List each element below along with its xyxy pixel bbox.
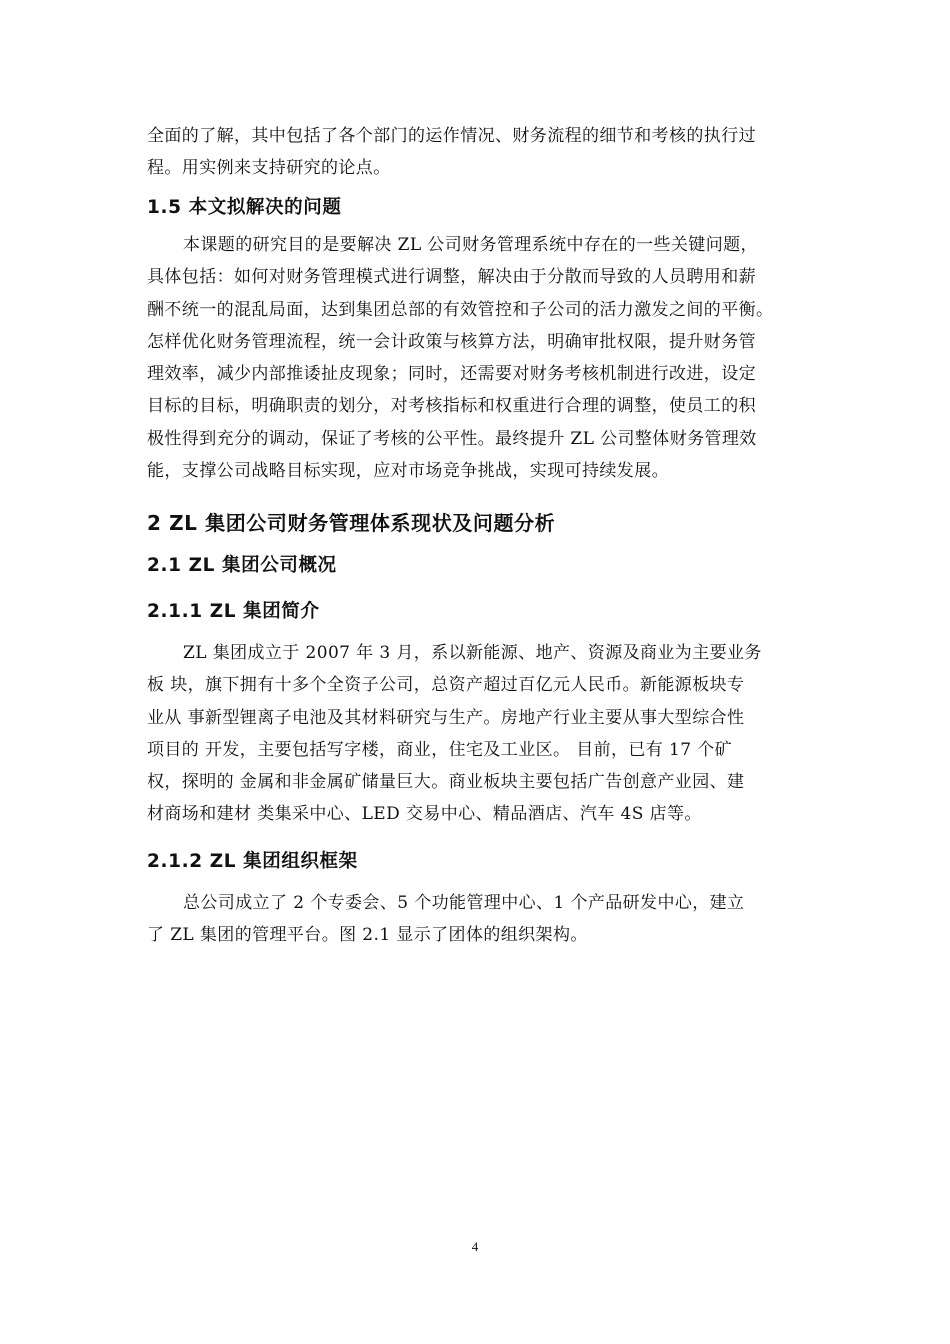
text-line: 理效率，减少内部推诿扯皮现象；同时，还需要对财务考核机制进行改进，设定 — [147, 364, 756, 385]
text-line: 总公司成立了 2 个专委会、5 个功能管理中心、1 个产品研发中心，建立 — [183, 893, 745, 913]
chapter-heading-2: 2 ZL 集团公司财务管理体系现状及问题分析 — [147, 511, 556, 535]
paragraph-org-structure — [147, 887, 827, 952]
section-heading-2-1: 2.1 ZL 集团公司概况 — [147, 555, 337, 576]
text-line: 酬不统一的混乱局面，达到集团总部的有效管控和子公司的活力激发之间的平衡。 — [147, 299, 774, 320]
text-line: ZL 集团成立于 2007 年 3 月，系以新能源、地产、资源及商业为主要业务 — [183, 643, 762, 663]
subsection-heading-2-1-1: 2.1.1 ZL 集团简介 — [147, 601, 320, 622]
text-line: 板 块，旗下拥有十多个全资子公司，总资产超过百亿元人民币。新能源板块专 — [147, 675, 745, 696]
subsection-heading-2-1-2: 2.1.2 ZL 集团组织框架 — [147, 851, 358, 872]
text-line: 怎样优化财务管理流程，统一会计政策与核算方法，明确审批权限，提升财务管 — [147, 331, 756, 352]
paragraph-problems — [147, 229, 827, 487]
text-line: 本课题的研究目的是要解决 ZL 公司财务管理系统中存在的一些关键问题， — [183, 235, 758, 255]
page-number: 4 — [471, 1239, 479, 1254]
text-line: 业从 事新型锂离子电池及其材料研究与生产。房地产行业主要从事大型综合性 — [147, 707, 745, 728]
paragraph-intro-continued — [147, 120, 827, 185]
text-line: 项目的 开发，主要包括写字楼，商业，住宅及工业区。 目前，已有 17 个矿 — [147, 739, 733, 760]
text-line: 全面的了解，其中包括了各个部门的运作情况、财务流程的细节和考核的执行过 — [147, 126, 756, 146]
paragraph-group-intro — [147, 637, 827, 831]
text-line: 能，支撑公司战略目标实现，应对市场竞争挑战，实现可持续发展。 — [147, 461, 669, 482]
text-line: 具体包括：如何对财务管理模式进行调整，解决由于分散而导致的人员聘用和薪 — [147, 267, 756, 288]
text-line: 目标的目标，明确职责的划分，对考核指标和权重进行合理的调整，使员工的积 — [147, 396, 756, 417]
section-heading-1-5: 1.5 本文拟解决的问题 — [147, 197, 342, 218]
text-line: 权，探明的 金属和非金属矿储量巨大。商业板块主要包括广告创意产业园、建 — [147, 772, 745, 793]
text-line: 程。用实例来支持研究的论点。 — [147, 158, 391, 179]
text-line: 材商场和建材 类集采中心、LED 交易中心、精品酒店、汽车 4S 店等。 — [147, 804, 702, 825]
text-line: 了 ZL 集团的管理平台。图 2.1 显示了团体的组织架构。 — [147, 925, 588, 946]
text-line: 极性得到充分的调动，保证了考核的公平性。最终提升 ZL 公司整体财务管理效 — [147, 428, 757, 449]
